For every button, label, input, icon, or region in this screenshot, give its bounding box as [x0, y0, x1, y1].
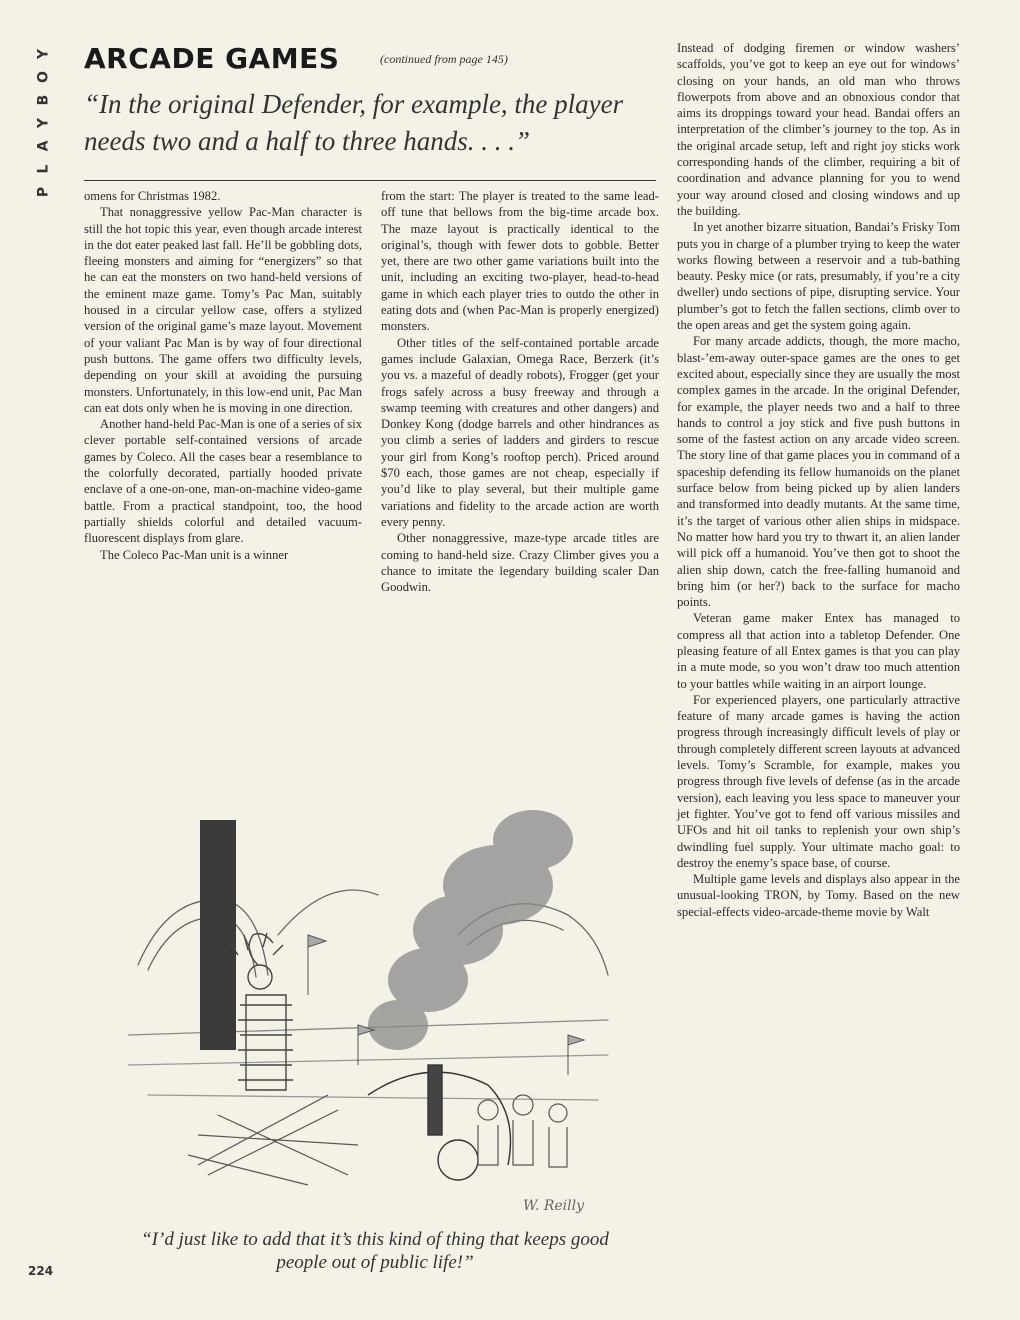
side-label-letter: L: [35, 163, 52, 174]
paragraph: The Coleco Pac-Man unit is a winner: [100, 547, 289, 562]
crowd: [478, 1095, 567, 1167]
tied-figure: [230, 933, 293, 1090]
article-column-1: [84, 188, 362, 563]
side-label-letter: Y: [35, 47, 52, 60]
paragraph: Multiple game levels and displays also appear in the unusual-looking TRON, by Tomy. Based on the new special-effects video-arcade-theme movie by Walt: [677, 872, 960, 919]
continued-note: (continued from page 145): [380, 52, 508, 66]
page-number: 224: [28, 1264, 54, 1278]
smokestack: [200, 820, 236, 1050]
paragraph: omens for Christmas 1982.: [84, 189, 221, 203]
pull-quote: “In the original Defender, for example, the player needs two and a half to three hands. . . .”: [84, 89, 624, 156]
side-label-letter: B: [35, 93, 52, 106]
paragraph: That nonaggressive yellow Pac-Man character is still the hot topic this year, even though arcade interest in the dot eater peaked last fall. He’ll be gobbling dots, fleeing monsters and aiming for “energizers” so that he can eat the monsters on two hand-held versions of the eminent maze game. Tomy’s Pac Man, suitably housed in a circular yellow case, offers a stylized version of the original game’s maze layout. Movement of your valiant Pac Man is by way of four directional push buttons. The game offers two difficulty levels, depending on your skill at avoiding the pursuing monsters. Unfortunately, in this low-end unit, Pac Man can eat dots only when he is moving in one direction.: [84, 205, 362, 415]
paragraph: For experienced players, one particularly attractive feature of many arcade games is having the action progress through increasingly difficult levels of play or through completely different screen layouts at advanced levels. Tomy’s Scramble, for example, makes you progress through five levels of defense (as in the arcade version), each leaving you less space to maneuver your jet fighter. You’ve got to fend off various missiles and UFOs and hit oil tanks to replenish your own ship’s dwindling fuel supply. Your ultimate macho goal: to destroy the enemy’s space base, of course.: [677, 692, 960, 870]
artist-signature: W. Reilly: [523, 1198, 585, 1214]
paragraph: Veteran game maker Entex has managed to compress all that action into a tabletop Defender. One pleasing feature of all Entex games is that you can play in a mute mode, so you won’t draw too much attention to your battles while waiting in an airport lounge.: [677, 611, 960, 691]
smoke-cloud: [368, 810, 573, 1050]
side-label-letter: O: [35, 70, 52, 83]
cartoon-caption: “I’d just like to add that it’s this kind of thing that keeps good people out of public life!”: [141, 1229, 609, 1273]
paragraph: Other titles of the self-contained portable arcade games include Galaxian, Omega Race, Berzerk (it’s you vs. a mazeful of deadly robots), Frogger (get your frogs safely across a busy freeway and through a swamp teeming with creatures and other dangers) and Donkey Kong (dodge barrels and other hindrances as you climb a series of ladders and girders to rescue your girl from Kong’s rooftop perch). Priced around $70 each, those games are not cheap, especially if you’d like to play several, but their multiple game variations and fidelity to the arcade action are worth every penny.: [381, 335, 659, 529]
woodpile: [188, 1095, 358, 1185]
paragraph: from the start: The player is treated to the same lead-off tune that bellows from the big-time arcade box. The maze layout is practically identical to the original’s, though with fewer dots to gobble. Better yet, there are two other game variations built into the unit, including an exciting two-player, head-to-head game in which each player tries to outdo the other in eating dots and (when Pac-Man is properly energized) monsters.: [381, 189, 659, 334]
cartoon-illustration: [128, 765, 618, 1225]
locomotive: [368, 1065, 511, 1180]
side-label-letter: A: [35, 139, 52, 152]
article-column-3: [677, 40, 960, 920]
paragraph: Instead of dodging firemen or window washers’ scaffolds, you’ve got to keep an eye out for windows’ closing on your hands, an old man who throws flowerpots from above and an obnoxious condor that aims its droppings toward your head. Bandai offers an interpretation of the climber’s journey to the top. As in the original arcade setup, left and right joy sticks work corresponding hands of the climber, requiring a bit of coordination and advance planning for you to wend your way around closed and closing windows and up the building.: [677, 41, 960, 218]
paragraph: For many arcade addicts, though, the more macho, blast-’em-away outer-space games are the ones to get excited about, especially since they are usually the most complex games in the arcade. In the original Defender, for example, the player needs two and a half to three hands to control a joy stick and five push buttons in some of the fastest action on any arcade video screen. The story line of that game places you in command of a spaceship defending its fellow humanoids on the planet surface below from being picked up by alien landers and transformed into deadly mutants. At the same time, it’s the target of various other alien ships in midspace. No matter how hard you try to thwart it, an alien lander will pick off a humanoid. You’ve then got to shoot the alien ship down, catch the free-falling humanoid and bring him (or her?) back to the surface for macho points.: [677, 334, 960, 610]
article-column-2: [381, 188, 659, 595]
divider-rule: [84, 180, 656, 181]
paragraph: Other nonaggressive, maze-type arcade titles are coming to hand-held size. Crazy Climber gives you a chance to imitate the legendary building scaler Dan Goodwin.: [381, 531, 659, 595]
paragraph: Another hand-held Pac-Man is one of a series of six clever portable self-contained versions of arcade games by Coleco. All the cases bear a resemblance to the colorfully decorated, partially hooded private enclave of a one-on-one, man-on-machine video-game battle. From a practical standpoint, too, the hood partially shields colorful and detailed vacuum-fluorescent displays from glare.: [84, 417, 362, 546]
side-label-letter: P: [35, 185, 52, 198]
side-label-letter: Y: [35, 116, 52, 129]
section-title: ARCADE GAMES: [84, 42, 340, 75]
magazine-side-label: [24, 42, 64, 203]
paragraph: In yet another bizarre situation, Bandai’s Frisky Tom puts you in charge of a plumber trying to keep the water works flowing between a reservoir and a tub-bathing beauty. Pesky mice (or rats, presumably, if you’re a city dweller) undo sections of pipe, disrupting service. Your plumber’s got to fetch the fallen sections, climb over to the open areas and get the system going again.: [677, 220, 960, 333]
